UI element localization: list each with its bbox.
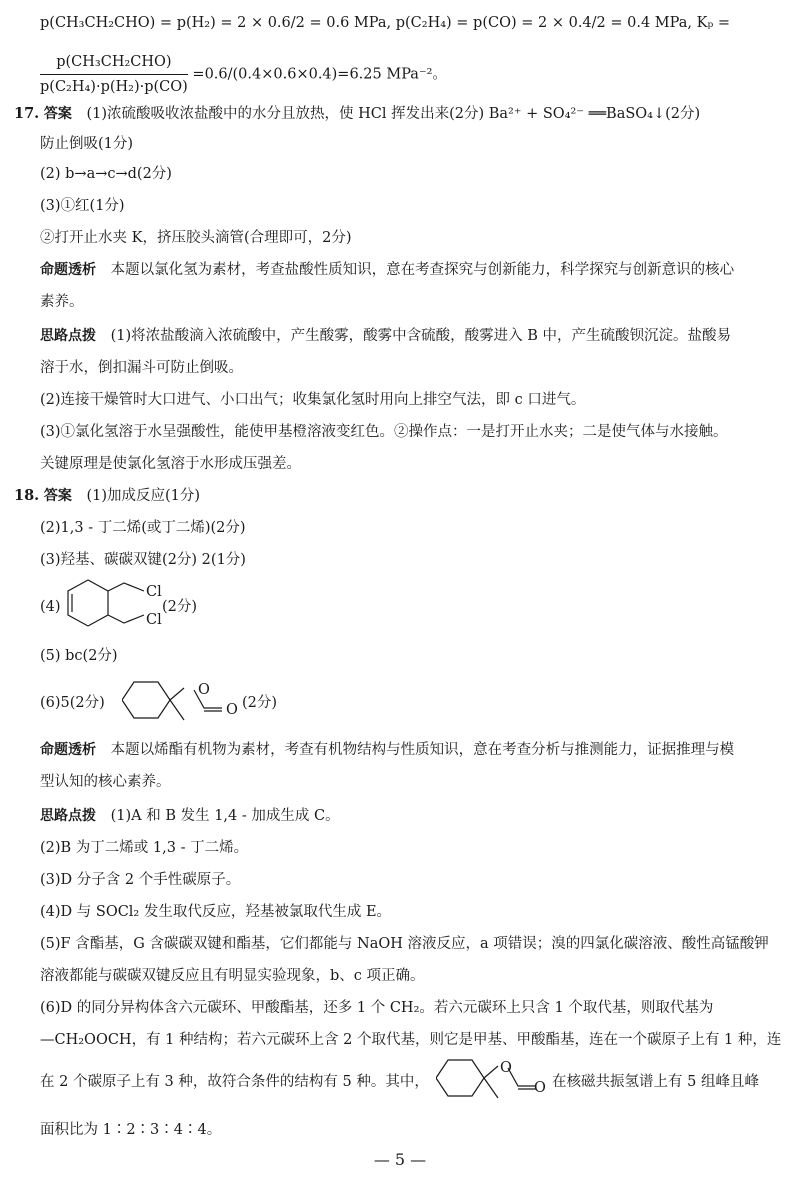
analysis-line: 命题透析 本题以氯化氢为素材，考查盐酸性质知识，意在考查探究与创新能力，科学探究与创新意识的核心 bbox=[40, 262, 735, 278]
fraction-denominator: p(C₂H₄)·p(H₂)·p(CO) bbox=[40, 79, 188, 95]
text-line: (2分) bbox=[162, 599, 198, 615]
answer-label: 答案 bbox=[43, 488, 72, 504]
chlorine-label: Cl bbox=[146, 612, 162, 628]
text-line: 型认知的核心素养。 bbox=[40, 774, 171, 790]
analysis-label: 命题透析 bbox=[40, 262, 96, 278]
text-line: (2)1,3 - 丁二烯(或丁二烯)(2分) bbox=[40, 520, 246, 536]
kp-result: =0.6/(0.4×0.6×0.4)=6.25 MPa⁻²。 bbox=[192, 66, 447, 83]
text-line: (2)连接干燥管时大口进气、小口出气；收集氯化氢时用向上排空气法，即 c 口进气。 bbox=[40, 392, 586, 408]
kp-fraction bbox=[40, 52, 188, 97]
text-line: (2)B 为丁二烯或 1,3 - 丁二烯。 bbox=[40, 840, 249, 856]
text-line: (1)浓硫酸吸收浓盐酸中的水分且放热，使 HCl 挥发出来(2分) Ba²⁺ + SO₄²⁻ ══BaSO₄↓(2分) bbox=[86, 106, 701, 122]
text-line: (3)羟基、碳碳双键(2分) 2(1分) bbox=[40, 552, 246, 568]
text-line: (3)D 分子含 2 个手性碳原子。 bbox=[40, 872, 241, 888]
text-line: (5)F 含酯基，G 含碳碳双键和酯基，它们都能与 NaOH 溶液反应，a 项错误；溴的四氯化碳溶液、酸性高锰酸钾 bbox=[40, 936, 769, 952]
question-number: 18. bbox=[14, 487, 40, 504]
fraction-numerator: p(CH₃CH₂CHO) bbox=[40, 52, 188, 75]
text-line: (6)5(2分) bbox=[40, 695, 105, 711]
hint-label: 思路点拨 bbox=[40, 808, 96, 824]
chlorine-label: Cl bbox=[146, 584, 162, 600]
oxygen-label: O bbox=[226, 702, 238, 718]
question-number: 17. bbox=[14, 105, 40, 122]
kp-expression bbox=[40, 52, 447, 97]
text-line: 素养。 bbox=[40, 294, 84, 310]
oxygen-label: O bbox=[534, 1080, 546, 1096]
text-line: (4) bbox=[40, 599, 61, 615]
text-line: (2) b→a→c→d(2分) bbox=[40, 166, 172, 182]
text-line: (1)加成反应(1分) bbox=[86, 488, 201, 504]
text-line: 关键原理是使氯化氢溶于水形成压强差。 bbox=[40, 456, 301, 472]
text-line: 在核磁共振氢谱上有 5 组峰且峰 bbox=[552, 1074, 759, 1090]
text-line: 面积比为 1∶2∶3∶4∶4。 bbox=[40, 1122, 222, 1138]
text-line: (4)D 与 SOCl₂ 发生取代反应，羟基被氯取代生成 E。 bbox=[40, 904, 392, 920]
oxygen-label: O bbox=[500, 1060, 512, 1076]
analysis-label: 命题透析 bbox=[40, 742, 96, 758]
hint-label: 思路点拨 bbox=[40, 328, 96, 344]
analysis-line: 命题透析 本题以烯酯有机物为素材，考查有机物结构与性质知识，意在考查分析与推测能力，证据推理与模 bbox=[40, 742, 735, 758]
question-17-answer bbox=[14, 104, 700, 124]
oxygen-label: O bbox=[198, 682, 210, 698]
page-number: — 5 — bbox=[373, 1150, 427, 1169]
answer-label: 答案 bbox=[43, 106, 72, 122]
hint-line: 思路点拨 (1)A 和 B 发生 1,4 - 加成生成 C。 bbox=[40, 808, 340, 824]
text-line: —CH₂OOCH，有 1 种结构；若六元碳环上含 2 个取代基，则它是甲基、甲酸酯基，连在一个碳原子上有 1 种，连 bbox=[40, 1032, 782, 1048]
text-line: (2分) bbox=[242, 695, 278, 711]
text-line: 在 2 个碳原子上有 3 种，故符合条件的结构有 5 种。其中， bbox=[40, 1074, 429, 1090]
text-line: 溶液都能与碳碳双键反应且有明显实验现象，b、c 项正确。 bbox=[40, 968, 425, 984]
text-line: (3)①红(1分) bbox=[40, 198, 125, 214]
text-line: (6)D 的同分异构体含六元碳环、甲酸酯基，还多 1 个 CH₂。若六元碳环上只含 1 个取代基，则取代基为 bbox=[40, 1000, 714, 1016]
text-line: p(CH₃CH₂CHO) = p(H₂) = 2 × 0.6/2 = 0.6 MPa, p(C₂H₄) = p(CO) = 2 × 0.4/2 = 0.4 MPa, Kₚ = bbox=[40, 15, 731, 31]
text-line: 防止倒吸(1分) bbox=[40, 136, 134, 152]
text-line: (5) bc(2分) bbox=[40, 648, 118, 664]
question-18-answer bbox=[14, 486, 200, 506]
text-line: (3)①氯化氢溶于水呈强酸性，能使甲基橙溶液变红色。②操作点：一是打开止水夹；二是使气体与水接触。 bbox=[40, 424, 728, 440]
hint-line: 思路点拨 (1)将浓盐酸滴入浓硫酸中，产生酸雾，酸雾中含硫酸，酸雾进入 B 中，产生硫酸钡沉淀。盐酸易 bbox=[40, 328, 732, 344]
text-line: ②打开止水夹 K，挤压胶头滴管(合理即可，2分) bbox=[40, 230, 352, 246]
text-line: 溶于水，倒扣漏斗可防止倒吸。 bbox=[40, 360, 243, 376]
